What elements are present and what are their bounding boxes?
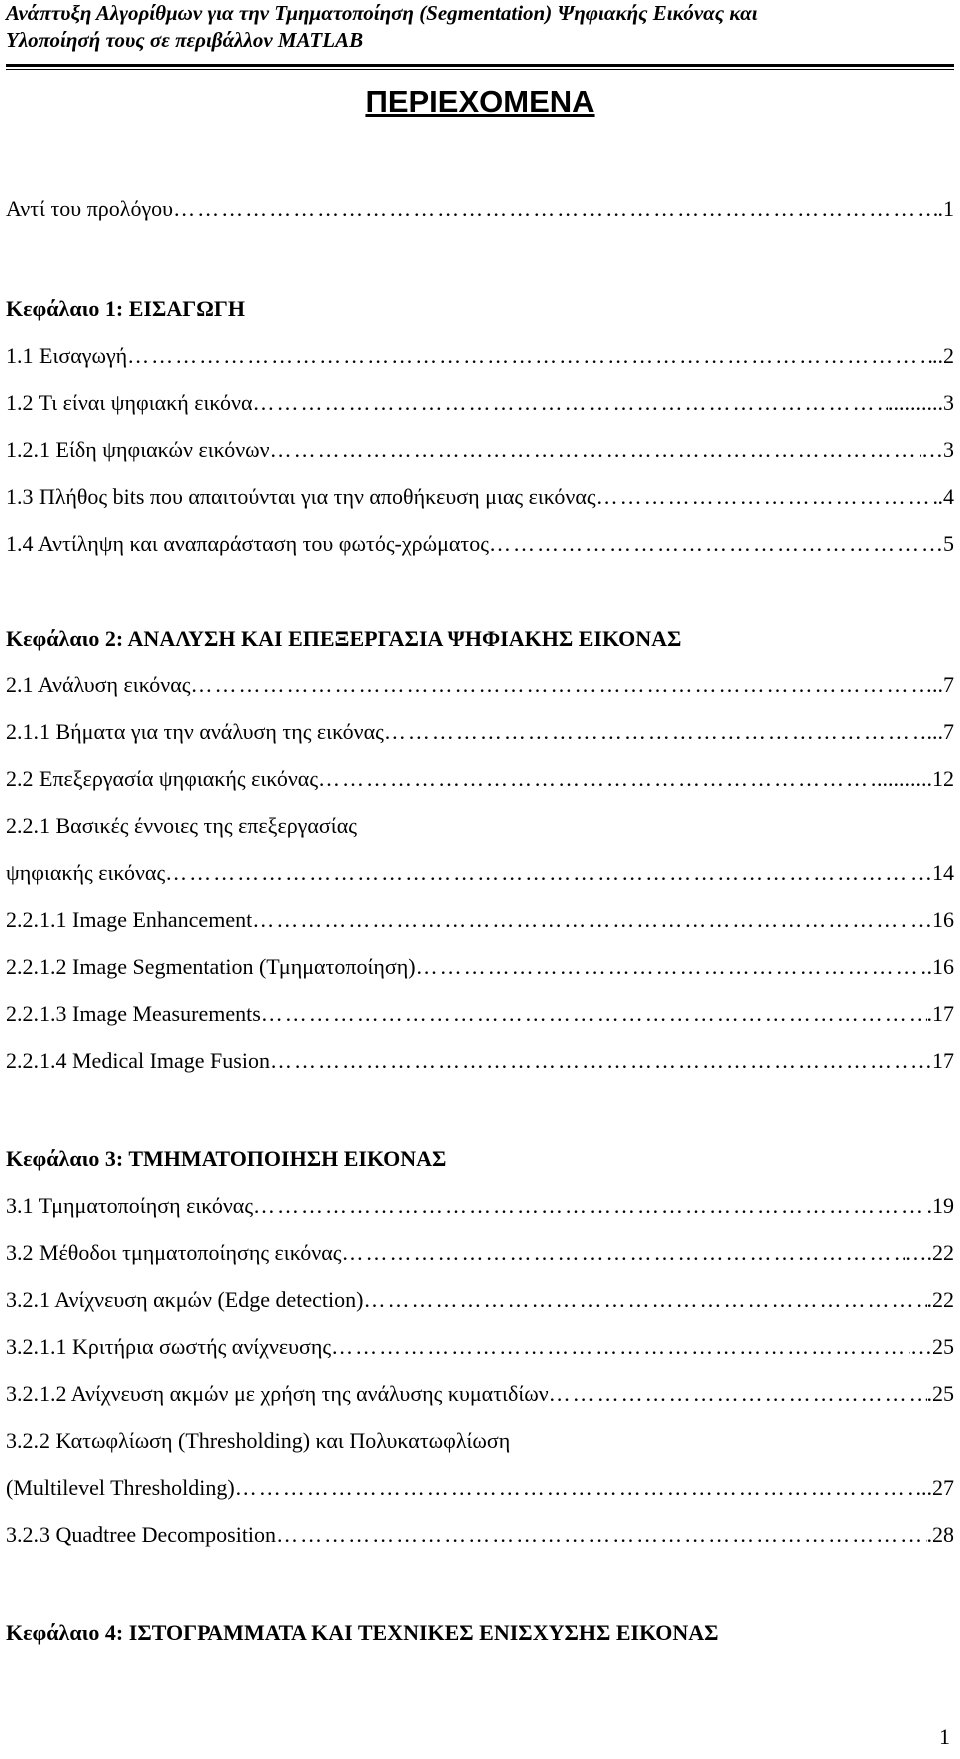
toc-entry[interactable] — [6, 860, 954, 890]
toc-entry[interactable] — [6, 1240, 954, 1270]
toc-leader — [416, 954, 927, 980]
toc-entry-page: .1 — [937, 196, 954, 221]
toc-entry[interactable] — [6, 437, 954, 467]
toc-leader — [384, 719, 927, 745]
toc-leader — [191, 672, 933, 698]
toc-entry-page: ….22 — [904, 1240, 954, 1265]
toc-entry[interactable] — [6, 1522, 954, 1552]
chapter-2-heading[interactable]: Κεφάλαιο 2: ΑΝΑΛΥΣΗ ΚΑΙ ΕΠΕΞΕΡΓΑΣΙΑ ΨΗΦΙΑΚΗΣ ΕΙΚΟΝΑΣ — [6, 626, 682, 651]
toc-leader — [341, 1240, 904, 1266]
page-title: ΠΕΡΙΕΧΟΜΕΝΑ — [365, 84, 595, 119]
toc-entry-page: …14 — [910, 860, 954, 885]
toc-leader — [318, 766, 877, 792]
toc-entry[interactable] — [6, 1193, 954, 1223]
header-rule-thick — [6, 64, 954, 67]
toc-entry-label: 2.2 Επεξεργασία ψηφιακής εικόνας — [6, 766, 319, 791]
toc-entry-label: 3.2.1.1 Κριτήρια σωστής ανίχνευσης — [6, 1334, 332, 1359]
toc-entry-label: 2.2.1.2 Image Segmentation (Τμηματοποίηση) — [6, 954, 416, 979]
toc-entry-label: 3.2.3 Quadtree Decomposition — [6, 1522, 277, 1547]
toc-entry-wrapped-line[interactable]: 3.2.2 Κατωφλίωση (Thresholding) και Πολυκατωφλίωση — [6, 1428, 511, 1453]
toc-entry[interactable] — [6, 1334, 954, 1364]
toc-entry-page: ..7 — [932, 672, 954, 697]
toc-entry-label: 1.4 Αντίληψη και αναπαράσταση του φωτός-χρώματος — [6, 531, 489, 556]
toc-entry-label: 2.2.1.3 Image Measurements — [6, 1001, 261, 1026]
toc-entry-page: .28 — [926, 1522, 954, 1547]
toc-entry[interactable] — [6, 390, 954, 420]
toc-entry-page: …3 — [921, 437, 954, 462]
toc-entry-label: 2.2.1.1 Image Enhancement — [6, 907, 253, 932]
toc-entry-label: 3.1 Τμηματοποίηση εικόνας — [6, 1193, 254, 1218]
chapter-3-heading[interactable]: Κεφάλαιο 3: ΤΜΗΜΑΤΟΠΟΙΗΣΗ ΕΙΚΟΝΑΣ — [6, 1146, 447, 1171]
toc-leader — [173, 196, 937, 222]
toc-entry-page: ...27 — [915, 1475, 954, 1500]
toc-entry-label: 3.2 Μέθοδοι τμηματοποίησης εικόνας — [6, 1240, 342, 1265]
toc-entry-wrapped-line[interactable]: 2.2.1 Βασικές έννοιες της επεξεργασίας — [6, 813, 357, 838]
toc-entry[interactable] — [6, 672, 954, 702]
toc-leader — [596, 484, 938, 510]
toc-entry-page: …16 — [910, 907, 954, 932]
toc-entry-preface[interactable] — [6, 196, 954, 226]
toc-leader — [235, 1475, 916, 1501]
page-number: 1 — [939, 1724, 950, 1749]
header-rule-thin — [6, 69, 954, 70]
toc-entry[interactable] — [6, 1475, 954, 1505]
toc-leader — [363, 1287, 926, 1313]
toc-entry[interactable] — [6, 484, 954, 514]
toc-entry-label: 1.3 Πλήθος bits που απαιτούνται για την αποθήκευση μιας εικόνας — [6, 484, 596, 509]
toc-entry-page: ...7 — [926, 719, 954, 744]
header-line-1: Ανάπτυξη Αλγορίθμων για την Τμηματοποίηση (Segmentation) Ψηφιακής Εικόνας και — [6, 1, 758, 25]
header-line-2: Υλοποίησή τους σε περιβάλλον MATLAB — [6, 28, 364, 52]
toc-entry-label: 1.1 Εισαγωγή — [6, 343, 128, 368]
toc-entry[interactable] — [6, 1287, 954, 1317]
toc-entry-page: .4 — [937, 484, 954, 509]
toc-entry-page: .19 — [926, 1193, 954, 1218]
toc-leader — [252, 390, 888, 416]
toc-entry[interactable] — [6, 343, 954, 373]
toc-leader — [127, 343, 932, 369]
running-header — [6, 0, 954, 54]
toc-entry[interactable] — [6, 1048, 954, 1078]
toc-entry-page: .17 — [926, 1001, 954, 1026]
toc-entry-label: 2.1 Ανάλυση εικόνας — [6, 672, 191, 697]
toc-entry-page: …5 — [921, 531, 954, 556]
toc-entry[interactable] — [6, 1381, 954, 1411]
toc-leader — [276, 1522, 926, 1548]
toc-entry-label: 1.2.1 Είδη ψηφιακών εικόνων — [6, 437, 270, 462]
toc-entry[interactable] — [6, 1001, 954, 1031]
toc-entry-page: ..........12 — [877, 766, 954, 791]
toc-leader — [489, 531, 921, 557]
toc-entry-page: ..2 — [932, 343, 954, 368]
toc-entry[interactable] — [6, 954, 954, 984]
toc-leader — [549, 1381, 927, 1407]
toc-entry-page: .22 — [926, 1287, 954, 1312]
toc-entry-label: 2.2.1.4 Medical Image Fusion — [6, 1048, 270, 1073]
toc-entry-label: ψηφιακής εικόνας — [6, 860, 166, 885]
toc-entry-label: 2.1.1 Βήματα για την ανάλυση της εικόνας — [6, 719, 384, 744]
toc-entry[interactable] — [6, 531, 954, 561]
toc-entry[interactable] — [6, 719, 954, 749]
toc-leader — [331, 1334, 910, 1360]
toc-entry-label: Αντί του προλόγου — [6, 196, 174, 221]
toc-entry-page: .16 — [926, 954, 954, 979]
toc-leader — [253, 1193, 926, 1219]
toc-entry-label: (Multilevel Thresholding) — [6, 1475, 235, 1500]
toc-leader — [270, 1048, 910, 1074]
toc-entry-page: .25 — [926, 1381, 954, 1406]
chapter-4-heading[interactable]: Κεφάλαιο 4: ΙΣΤΟΓΡΑΜΜΑΤΑ ΚΑΙ ΤΕΧΝΙΚΕΣ ΕΝΙΣΧΥΣΗΣ ΕΙΚΟΝΑΣ — [6, 1620, 719, 1645]
toc-entry[interactable] — [6, 907, 954, 937]
toc-entry[interactable] — [6, 766, 954, 796]
toc-entry-page: …17 — [910, 1048, 954, 1073]
toc-leader — [252, 907, 910, 933]
toc-leader — [270, 437, 921, 463]
toc-leader — [165, 860, 910, 886]
toc-entry-label: 3.2.1.2 Ανίχνευση ακμών με χρήση της ανάλυσης κυματιδίων — [6, 1381, 549, 1406]
toc-entry-label: 1.2 Τι είναι ψηφιακή εικόνα — [6, 390, 253, 415]
toc-entry-label: 3.2.1 Ανίχνευση ακμών (Edge detection) — [6, 1287, 364, 1312]
toc-entry-page: ..........3 — [888, 390, 954, 415]
chapter-1-heading[interactable]: Κεφάλαιο 1: ΕΙΣΑΓΩΓΗ — [6, 296, 245, 321]
toc-leader — [261, 1001, 927, 1027]
toc-entry-page: …25 — [910, 1334, 954, 1359]
